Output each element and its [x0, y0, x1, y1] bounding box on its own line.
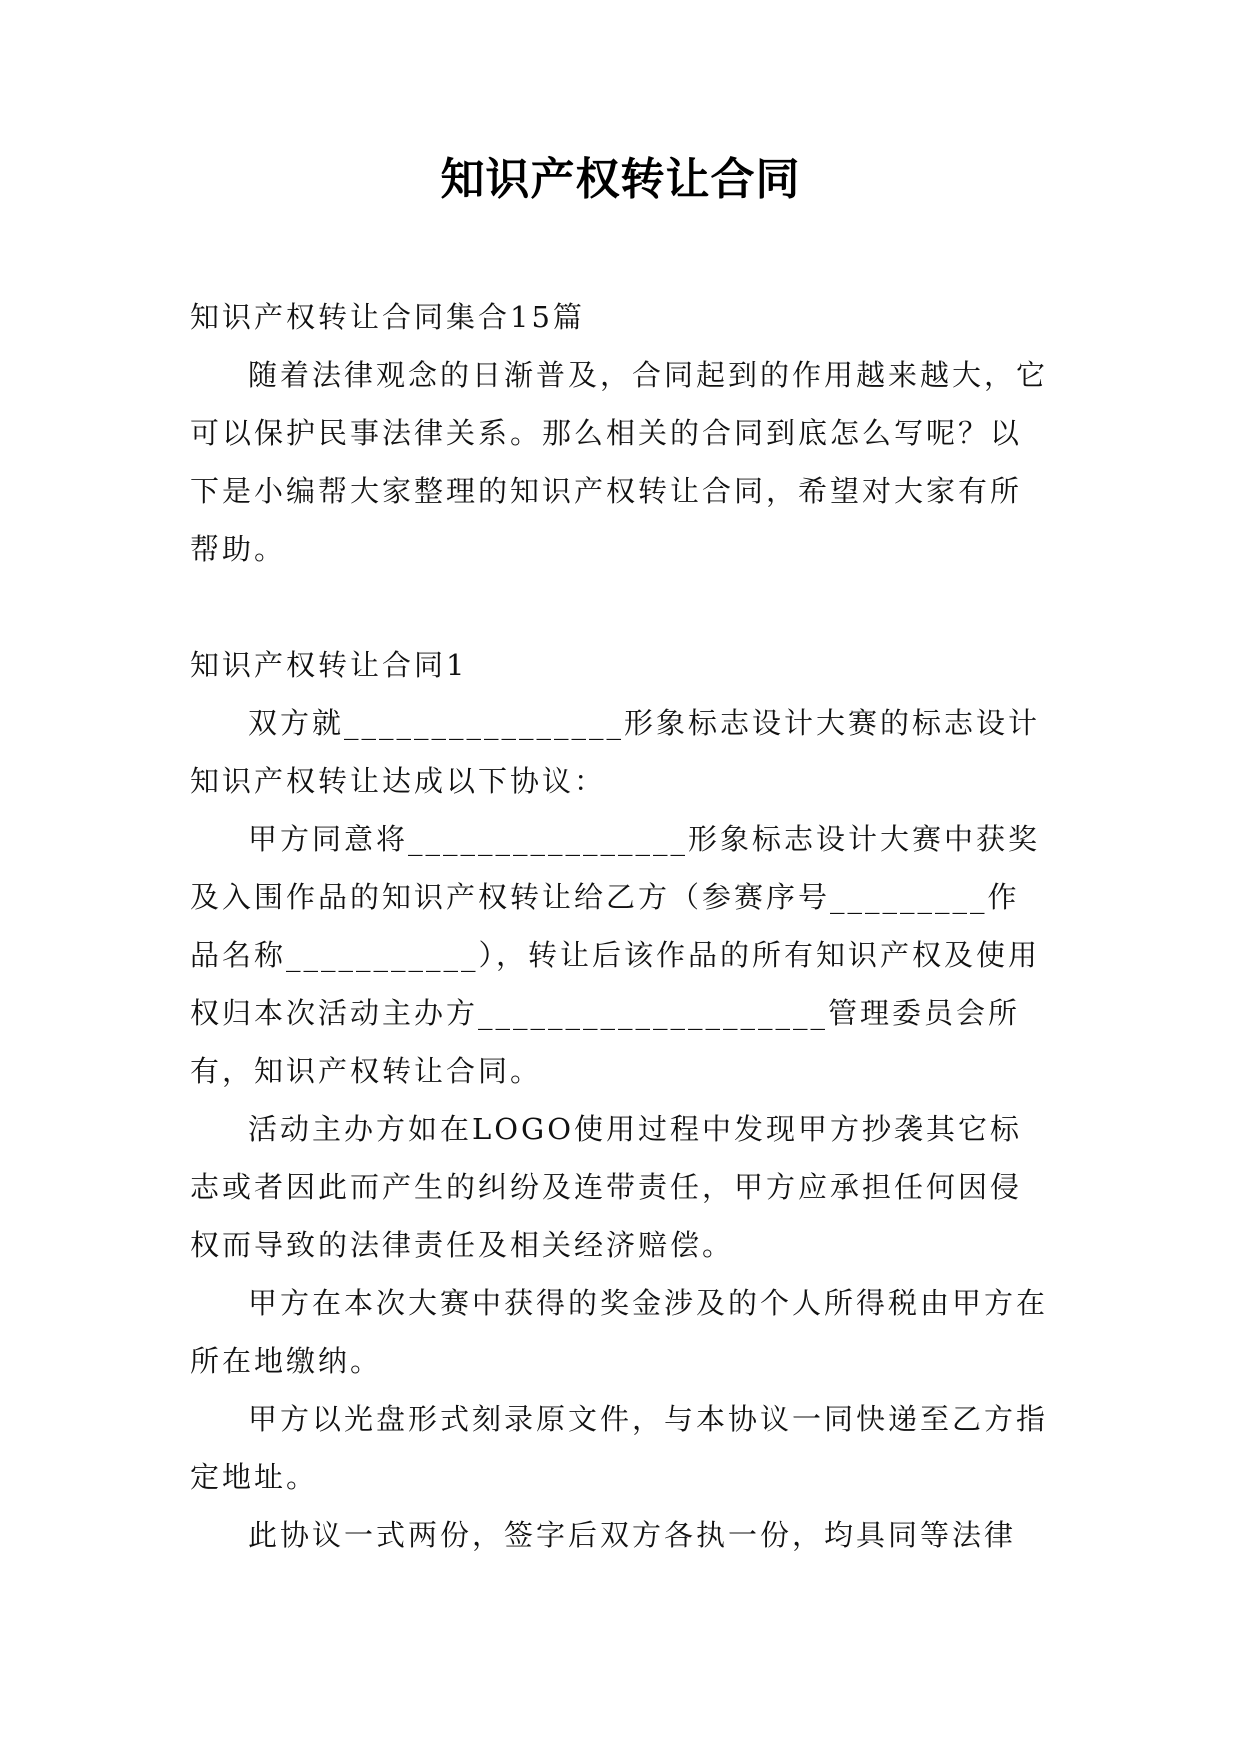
document-body [190, 288, 1050, 1564]
document-title: 知识产权转让合同 [440, 154, 801, 205]
section-heading-1: 知识产权转让合同1 [190, 648, 468, 682]
collection-subtitle: 知识产权转让合同集合15篇 [190, 300, 585, 334]
section1-paragraph: 甲方以光盘形式刻录原文件，与本协议一同快递至乙方指定地址。 [190, 1402, 1049, 1494]
intro-paragraph: 随着法律观念的日渐普及，合同起到的作用越来越大，它可以保护民事法律关系。那么相关的合同到底怎么写呢？以下是小编帮大家整理的知识产权转让合同，希望对大家有所帮助。 [190, 358, 1049, 566]
section1-paragraph: 双方就________________形象标志设计大赛的标志设计知识产权转让达成以下协议： [190, 706, 1041, 798]
section1-paragraph: 甲方在本次大赛中获得的奖金涉及的个人所得税由甲方在所在地缴纳。 [190, 1286, 1049, 1378]
section1-paragraph: 甲方同意将________________形象标志设计大赛中获奖及入围作品的知识产权转让给乙方（参赛序号_________作品名称___________），转让后该作品的所有知识产权及使用权归本次活动主办方____________________管理委员会所有，知识产权转让合同。 [190, 822, 1041, 1088]
section1-paragraph: 此协议一式两份，签字后双方各执一份，均具同等法律 [248, 1518, 1017, 1552]
paragraph-spacer [190, 578, 1050, 636]
section1-paragraph: 活动主办方如在LOGO使用过程中发现甲方抄袭其它标志或者因此而产生的纠纷及连带责任，甲方应承担任何因侵权而导致的法律责任及相关经济赔偿。 [190, 1112, 1023, 1262]
